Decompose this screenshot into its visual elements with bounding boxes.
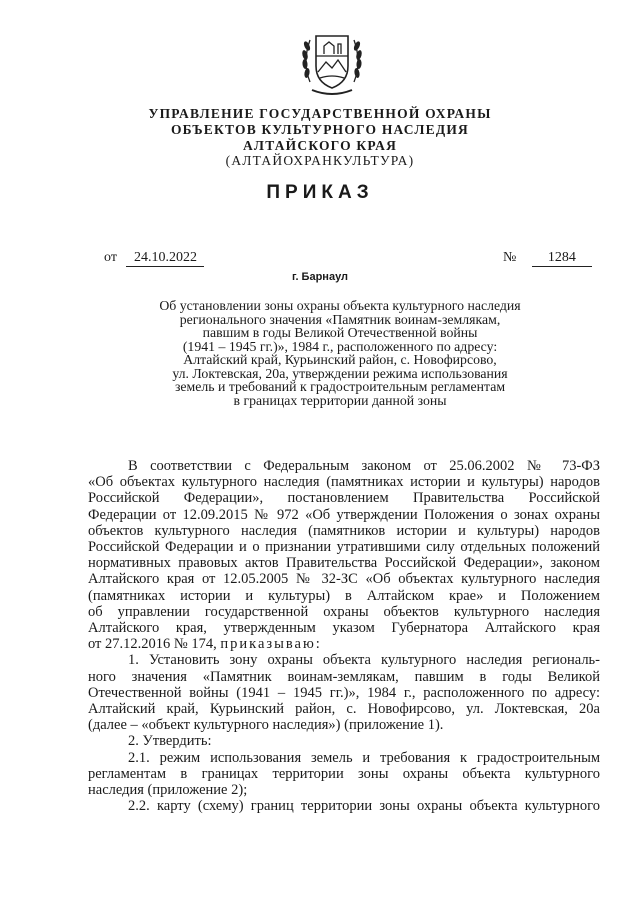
body-line: 2.2. карту (схему) границ территории зоны охраны объекта культурного [128,798,600,815]
body-line: (памятниках истории и культуры) в Алтайском крае» и Положением [88,587,600,604]
body-line: В соответствии с Федеральным законом от 25.06.2002 № 73-ФЗ [128,458,600,474]
order-number: 1284 [532,250,592,267]
number-row [503,250,592,267]
city: г. Барнаул [291,271,349,283]
body-line: ного значения «Памятник воинам-землякам, павшим в годы Великой [88,668,600,685]
body-line: об управлении государственной охраны объектов культурного наследия [88,603,600,620]
order-subject [140,299,540,407]
body-line: наследия (приложение 2); [88,782,248,799]
order-word: приказываю: [220,636,322,653]
body-line: регламентам в границах территории зоны охраны объекта культурного [88,765,600,782]
body-line: 2. Утвердить: [128,733,212,750]
body-line: Алтайского края, утвержденным указом Губернатора Алтайского края [88,620,600,637]
body-line: нормативных правовых актов Правительства Российской Федерации», законом [88,555,600,572]
body-line: Российской Федерации и о признании утратившими силу отдельных положений [88,539,600,556]
body-text: от 27.12.2016 № 174, [88,636,217,653]
subject-line: павшим в годы Великой Отечественной войны [202,325,478,340]
subject-line: Об установлении зоны охраны объекта культурного наследия [159,298,521,313]
date-row [104,250,204,267]
subject-line: в границах территории данной зоны [233,392,447,408]
org-name-line-2: ОБЪЕКТОВ КУЛЬТУРНОГО НАСЛЕДИЯ [170,122,470,137]
body-line: Алтайского края от 12.05.2005 № 32-ЗС «Об объектах культурного наследия [88,571,600,588]
body-line: Российской Федерации», постановлением Правительства Российской [88,490,600,507]
body-line: «Об объектах культурного наследия (памятниках истории и культуры) народов [88,474,600,491]
body-line: Алтайский край, Курьинский район, с. Новофирсово, ул. Локтевская, 20а [88,701,600,718]
body-line: объектов культурного наследия (памятников истории и культуры) народов [88,522,600,539]
number-prefix: № [503,250,517,265]
order-body [88,458,600,814]
subject-line: Алтайский край, Курьинский район, с. Новофирсово, [183,352,497,367]
subject-line: земель и требований к градостроительным регламентам [174,379,506,394]
date-prefix: от [104,250,117,265]
subject-line: (1941 – 1945 гг.)», 1984 г., расположенного по адресу: [182,338,498,354]
org-short-name: (АЛТАЙОХРАНКУЛЬТУРА) [225,153,415,168]
body-line: 1. Установить зону охраны объекта культурного наследия региональ- [128,652,600,669]
body-line: 2.1. режим использования земель и требования к градостроительным [128,749,600,766]
subject-line: регионального значения «Памятник воинам-землякам, [179,311,501,327]
order-date: 24.10.2022 [126,250,204,267]
body-line [88,636,600,652]
coat-of-arms-emblem [296,22,368,100]
body-line: Отечественной войны (1941 – 1945 гг.)», 1984 г., расположенного по адресу: [88,684,600,701]
org-name-line-1: УПРАВЛЕНИЕ ГОСУДАРСТВЕННОЙ ОХРАНЫ [148,106,492,121]
body-line: (далее – «объект культурного наследия») (приложение 1). [88,717,444,734]
body-line: Федерации от 12.09.2015 № 972 «Об утверждении Положения о зонах охраны [88,506,600,523]
org-name-line-3: АЛТАЙСКОГО КРАЯ [242,138,398,153]
subject-line: ул. Локтевская, 20а, утверждении режима использования [172,365,508,381]
document-type-title: ПРИКАЗ [266,182,374,203]
